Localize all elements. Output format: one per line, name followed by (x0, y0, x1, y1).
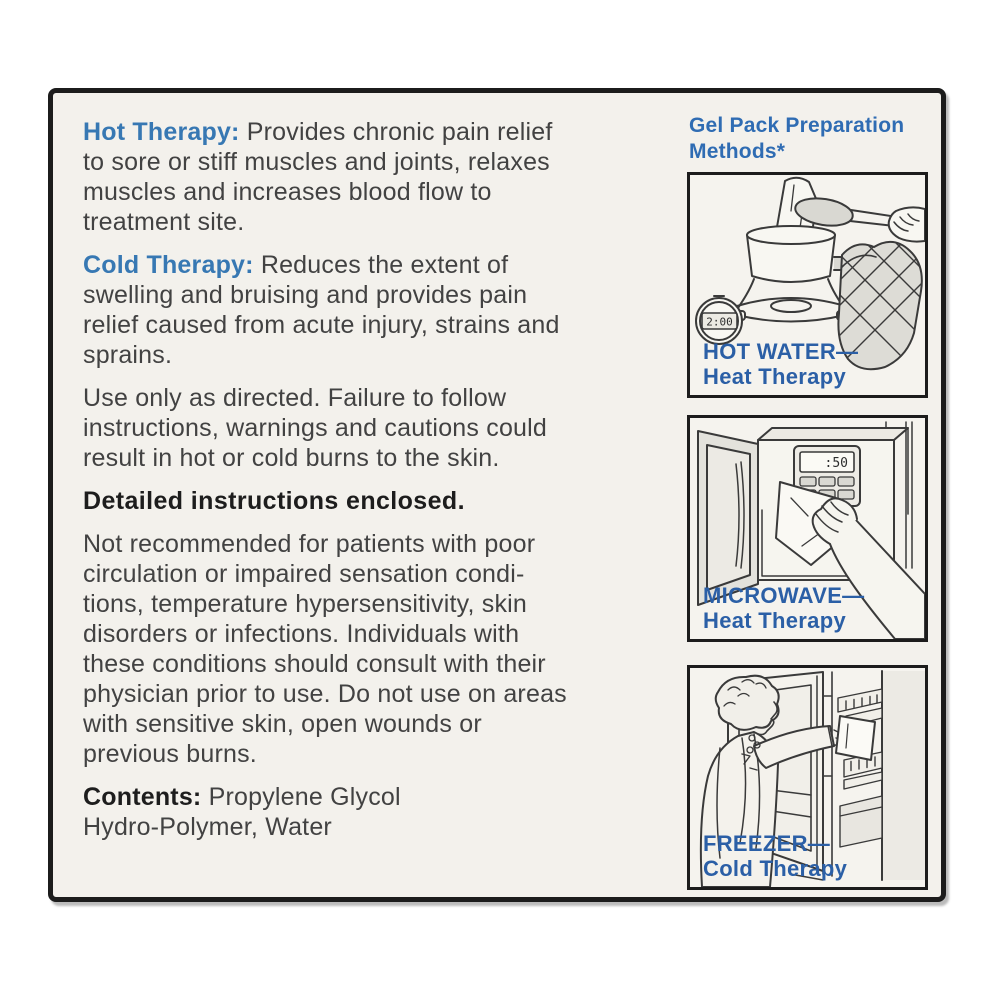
warning-line: tions, temperature hypersensitivity, skin (83, 590, 528, 618)
contents-text: Propylene Glycol (208, 783, 401, 811)
hot-therapy-paragraph (83, 117, 668, 237)
contents-paragraph (83, 782, 668, 842)
directions-paragraph (83, 383, 668, 473)
hot-water-caption: HOT WATER— Heat Therapy (703, 339, 859, 389)
warning-line: circulation or impaired sensation condi- (83, 560, 525, 588)
directions-line: Use only as directed. Failure to follow (83, 384, 507, 412)
contents-line: Hydro-Polymer, Water (83, 813, 332, 841)
freezer-caption: FREEZER— Cold Therapy (703, 831, 848, 881)
sidebar-title: Gel Pack Preparation Methods* (689, 114, 905, 163)
warning-line: disorders or infections. Individuals with (83, 620, 520, 648)
warning-paragraph (83, 529, 668, 769)
hot-therapy-line: to sore or stiff muscles and joints, relaxes (83, 148, 550, 176)
cold-therapy-line: swelling and bruising and provides pain (83, 281, 528, 309)
hot-water-panel (687, 172, 928, 398)
cold-therapy-text: Reduces the extent of (260, 251, 509, 279)
directions-line: result in hot or cold burns to the skin. (83, 444, 500, 472)
timer-display: 2:00 (706, 315, 733, 329)
warning-line: Not recommended for patients with poor (83, 530, 536, 558)
cold-therapy-line: relief caused from acute injury, strains and (83, 311, 560, 339)
cold-therapy-paragraph (83, 250, 668, 370)
warning-line: these conditions should consult with their (83, 650, 546, 678)
contents-heading: Contents: (83, 783, 202, 811)
directions-line: instructions, warnings and cautions could (83, 414, 548, 442)
microwave-caption: MICROWAVE— Heat Therapy (703, 583, 865, 633)
hot-therapy-text: Provides chronic pain relief (246, 118, 553, 146)
microwave-display: :50 (824, 456, 848, 471)
microwave-panel (687, 415, 928, 642)
cold-therapy-heading: Cold Therapy: (83, 251, 254, 279)
hot-therapy-line: muscles and increases blood flow to (83, 178, 492, 206)
instructions-text-column (83, 117, 668, 855)
warning-line: previous burns. (83, 740, 257, 768)
cold-therapy-line: sprains. (83, 341, 173, 369)
hot-therapy-heading: Hot Therapy: (83, 118, 240, 146)
freezer-panel (687, 665, 928, 890)
detailed-instructions-note: Detailed instructions enclosed. (83, 487, 465, 515)
preparation-methods-column (687, 93, 932, 897)
hot-therapy-line: treatment site. (83, 208, 245, 236)
warning-line: with sensitive skin, open wounds or (83, 710, 482, 738)
warning-line: physician prior to use. Do not use on areas (83, 680, 567, 708)
product-label (48, 88, 946, 902)
